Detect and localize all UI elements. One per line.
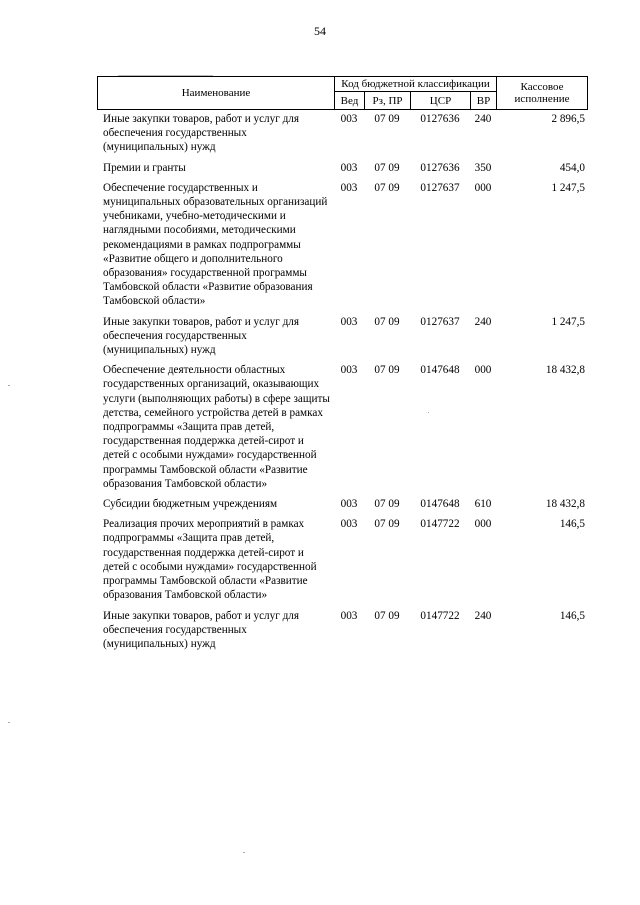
header-classification-group: Код бюджетной классификации — [335, 77, 497, 92]
cell-rz-pr: 07 09 — [374, 364, 400, 377]
cell-amount: 146,5 — [559, 609, 585, 622]
cell-csr: 0127637 — [420, 315, 460, 328]
cell-vr: 000 — [474, 181, 492, 194]
cell-name: Субсидии бюджетным учреждениям — [103, 498, 278, 511]
table-header — [97, 76, 588, 110]
cell-ved: 003 — [340, 518, 358, 531]
scan-speck — [8, 722, 10, 723]
cell-rz-pr: 07 09 — [374, 181, 400, 194]
cell-vr: 000 — [474, 364, 492, 377]
table-row — [97, 181, 587, 315]
header-ved: Вед — [335, 92, 365, 110]
table-row — [97, 112, 587, 161]
cell-vr: 610 — [474, 498, 492, 511]
header-csr: ЦСР — [411, 92, 471, 110]
cell-vr: 350 — [474, 161, 492, 174]
cell-name: Премии и гранты — [103, 161, 186, 174]
budget-table-body — [97, 112, 587, 657]
cell-amount: 1 247,5 — [551, 315, 585, 328]
cell-amount: 18 432,8 — [545, 364, 585, 377]
header-execution: Кассовое исполнение — [497, 77, 588, 110]
cell-rz-pr: 07 09 — [374, 113, 400, 125]
cell-csr: 0147722 — [420, 518, 460, 531]
cell-csr: 0127637 — [420, 181, 460, 194]
table-row — [97, 315, 587, 364]
cell-name: Обеспечение деятельности областных государственных организаций, оказывающих услуги (выполняющих работы) в сфере защиты детства, семейного устройства детей в рамках подпрограммы «Защита прав детей, государственная поддержка детей-сирот и детей с особыми нуждами» государственной программы Тамбовской области «Развитие образования Тамбовской области» — [103, 364, 330, 490]
scan-speck — [243, 852, 245, 853]
cell-csr: 0147648 — [420, 498, 460, 511]
cell-ved: 003 — [340, 181, 358, 194]
cell-ved: 003 — [340, 113, 358, 125]
cell-name: Иные закупки товаров, работ и услуг для обеспечения государственных (муниципальных) нужд — [103, 315, 300, 357]
cell-rz-pr: 07 09 — [374, 161, 400, 174]
table-row — [97, 517, 587, 608]
cell-name: Иные закупки товаров, работ и услуг для обеспечения государственных (муниципальных) нужд — [103, 113, 300, 154]
cell-ved: 003 — [340, 609, 358, 622]
cell-rz-pr: 07 09 — [374, 315, 400, 328]
cell-name: Обеспечение государственных и муниципальных образовательных организаций учебниками, учебно-методическими и наглядными пособиями, методическими рекомендациями в рамках подпрограммы «Развитие общего и дополнительного образования» государственной программы Тамбовской области «Развитие образования Тамбовской области» — [103, 181, 328, 308]
scan-speck — [428, 412, 429, 413]
cell-csr: 0127636 — [420, 113, 460, 125]
cell-name: Иные закупки товаров, работ и услуг для обеспечения государственных (муниципальных) нужд — [103, 609, 300, 650]
cell-vr: 240 — [474, 113, 492, 125]
cell-amount: 2 896,5 — [551, 113, 585, 125]
header-vr: ВР — [471, 92, 497, 110]
cell-rz-pr: 07 09 — [374, 518, 400, 531]
page-number: 54 — [314, 24, 326, 38]
header-name: Наименование — [98, 77, 335, 110]
cell-amount: 18 432,8 — [545, 498, 585, 511]
cell-ved: 003 — [340, 364, 358, 377]
cell-csr: 0147722 — [420, 609, 460, 622]
table-row — [97, 363, 587, 497]
header-rz-pr: Рз, ПР — [365, 92, 411, 110]
cell-amount: 454,0 — [559, 161, 585, 174]
cell-csr: 0127636 — [420, 161, 460, 174]
table-row — [97, 609, 587, 658]
cell-amount: 1 247,5 — [551, 181, 585, 194]
cell-amount: 146,5 — [559, 518, 585, 531]
table-row — [97, 497, 587, 517]
scan-speck — [8, 385, 10, 386]
cell-rz-pr: 07 09 — [374, 609, 400, 622]
cell-vr: 000 — [474, 518, 492, 531]
cell-ved: 003 — [340, 161, 358, 174]
cell-vr: 240 — [474, 609, 492, 622]
table-row — [97, 161, 587, 181]
cell-ved: 003 — [340, 315, 358, 328]
cell-ved: 003 — [340, 498, 358, 511]
cell-csr: 0147648 — [420, 364, 460, 377]
cell-rz-pr: 07 09 — [374, 498, 400, 511]
cell-name: Реализация прочих мероприятий в рамках подпрограммы «Защита прав детей, государственная поддержка детей-сирот и детей с особыми нуждами» государственной программы Тамбовской области «Развитие образования Тамбовской области» — [103, 518, 317, 602]
cell-vr: 240 — [474, 315, 492, 328]
